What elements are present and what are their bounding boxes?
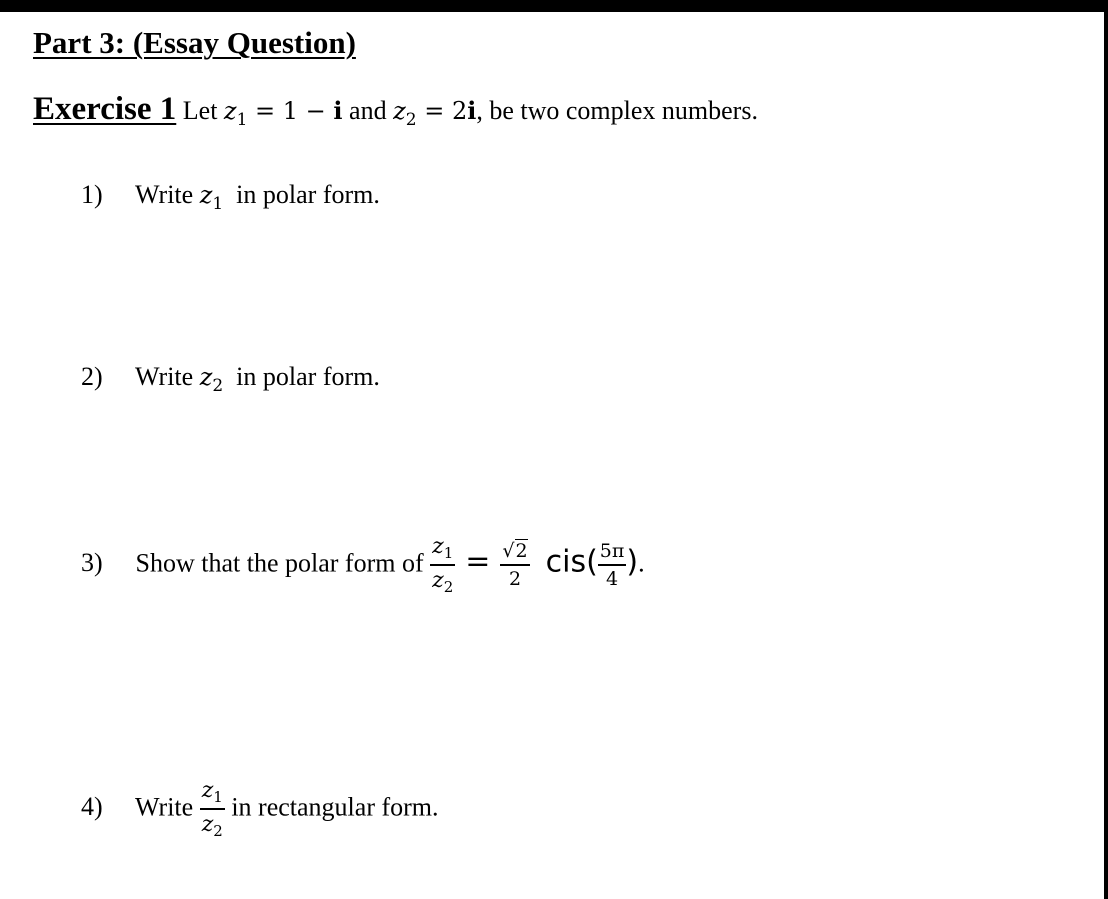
part-title: Part 3: (Essay Question): [33, 25, 356, 60]
question-number: 1): [81, 180, 103, 209]
fraction-z1-over-z2: $\frac{z_1}{z_2}$: [201, 778, 223, 840]
exercise-label: Exercise 1: [33, 91, 177, 127]
question-2: 2) Write $z_2$ in polar form.: [81, 362, 380, 396]
question-3: 3) Show that the polar form of $\frac{z_1}{z_2}$ = $\frac{√2}{2}$ cis( $\frac{5\pi}{4}$ ).: [81, 534, 645, 596]
z1-definition: $z_1 = 1 - i$: [223, 96, 343, 130]
question-1: 1) Write $z_1$ in polar form.: [81, 180, 380, 214]
question-number: 4): [81, 792, 103, 822]
question-number: 2): [81, 362, 103, 391]
fraction-z1-over-z2: $\frac{z_1}{z_2}$: [432, 534, 454, 596]
exercise-connector: and: [349, 96, 387, 125]
z2-definition: $z_2 = 2i$: [393, 96, 477, 130]
exercise-statement: [33, 91, 758, 130]
fraction-5pi-over-4: $\frac{5\pi}{4}$: [599, 540, 625, 590]
exercise-intro-suffix: , be two complex numbers.: [476, 96, 758, 125]
question-number: 3): [81, 548, 103, 578]
question-4: 4) Write $\frac{z_1}{z_2}$ in rectangular form.: [81, 778, 439, 840]
exercise-intro-prefix: Let: [182, 96, 218, 125]
fraction-sqrt2-over-2: $\frac{√2}{2}$: [502, 540, 528, 590]
